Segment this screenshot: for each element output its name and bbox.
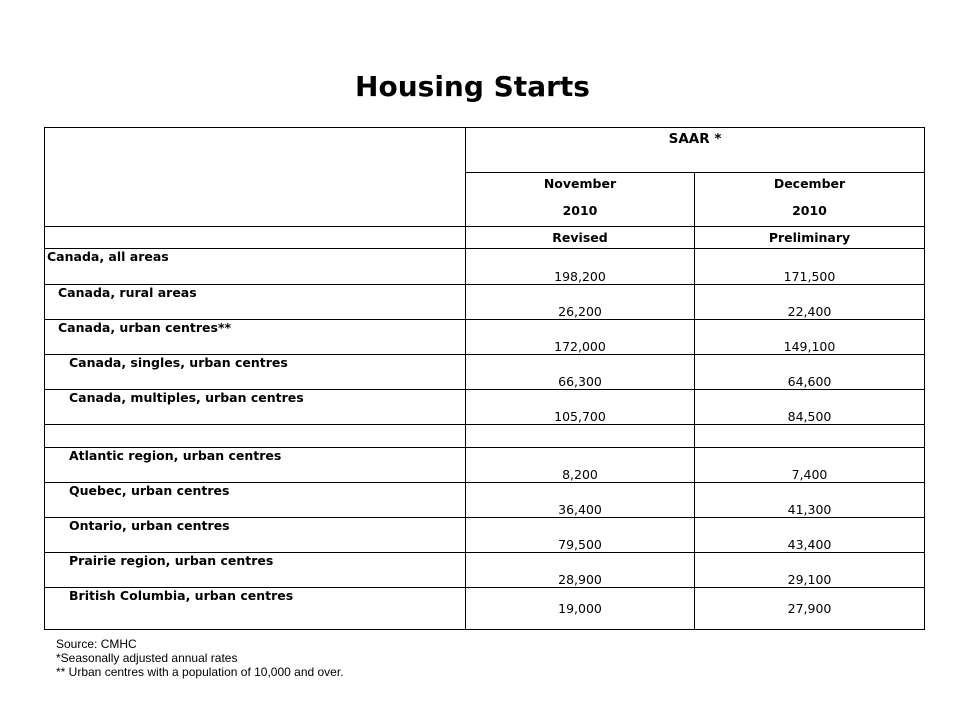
table-row: [45, 355, 925, 390]
row-label: Canada, rural areas: [45, 285, 466, 320]
december-month: December: [773, 176, 846, 191]
spacer-cell: [695, 425, 925, 448]
december-value: 43,400: [695, 518, 925, 553]
table-row: [45, 390, 925, 425]
december-value: 41,300: [695, 483, 925, 518]
december-value: 7,400: [695, 448, 925, 483]
table-row: [45, 285, 925, 320]
corner-cell: [45, 128, 466, 227]
table-row: [45, 518, 925, 553]
november-value: 66,300: [466, 355, 695, 390]
december-value: 171,500: [695, 249, 925, 285]
december-value: 29,100: [695, 553, 925, 588]
november-header: [466, 173, 695, 227]
table-row: [45, 553, 925, 588]
table-row: [45, 588, 925, 630]
november-month: November: [543, 176, 617, 191]
december-value: 149,100: [695, 320, 925, 355]
november-value: 19,000: [466, 588, 695, 630]
saar-note: *Seasonally adjusted annual rates: [56, 651, 238, 665]
footnotes: [56, 637, 344, 679]
saar-header: SAAR *: [466, 128, 925, 173]
november-value: 28,900: [466, 553, 695, 588]
november-value: 79,500: [466, 518, 695, 553]
december-value: 84,500: [695, 390, 925, 425]
december-year: 2010: [792, 203, 827, 218]
row-label: British Columbia, urban centres: [45, 588, 466, 630]
housing-starts-table: [44, 127, 925, 630]
urban-note: ** Urban centres with a population of 10,000 and over.: [56, 665, 344, 679]
november-status: Revised: [466, 227, 695, 249]
row-label: Ontario, urban centres: [45, 518, 466, 553]
december-value: 27,900: [695, 588, 925, 630]
source-note: Source: CMHC: [56, 637, 137, 651]
table-row: [45, 448, 925, 483]
row-label: Atlantic region, urban centres: [45, 448, 466, 483]
december-header: [695, 173, 925, 227]
november-year: 2010: [562, 203, 598, 218]
status-label-cell: [45, 227, 466, 249]
december-value: 22,400: [695, 285, 925, 320]
december-status: Preliminary: [695, 227, 925, 249]
november-value: 172,000: [466, 320, 695, 355]
spacer-row: [45, 425, 925, 448]
row-label: Canada, urban centres**: [45, 320, 466, 355]
table-row: [45, 249, 925, 285]
table-row: [45, 483, 925, 518]
november-value: 198,200: [466, 249, 695, 285]
row-label: Canada, all areas: [45, 249, 466, 285]
spacer-cell: [45, 425, 466, 448]
november-value: 36,400: [466, 483, 695, 518]
table-row: [45, 320, 925, 355]
status-row: [45, 227, 925, 249]
row-label: Quebec, urban centres: [45, 483, 466, 518]
page-title: Housing Starts: [355, 70, 590, 103]
spacer-cell: [466, 425, 695, 448]
row-label: Canada, multiples, urban centres: [45, 390, 466, 425]
row-label: Prairie region, urban centres: [45, 553, 466, 588]
row-label: Canada, singles, urban centres: [45, 355, 466, 390]
november-value: 26,200: [466, 285, 695, 320]
december-value: 64,600: [695, 355, 925, 390]
table-header-row: [45, 128, 925, 173]
november-value: 105,700: [466, 390, 695, 425]
november-value: 8,200: [466, 448, 695, 483]
